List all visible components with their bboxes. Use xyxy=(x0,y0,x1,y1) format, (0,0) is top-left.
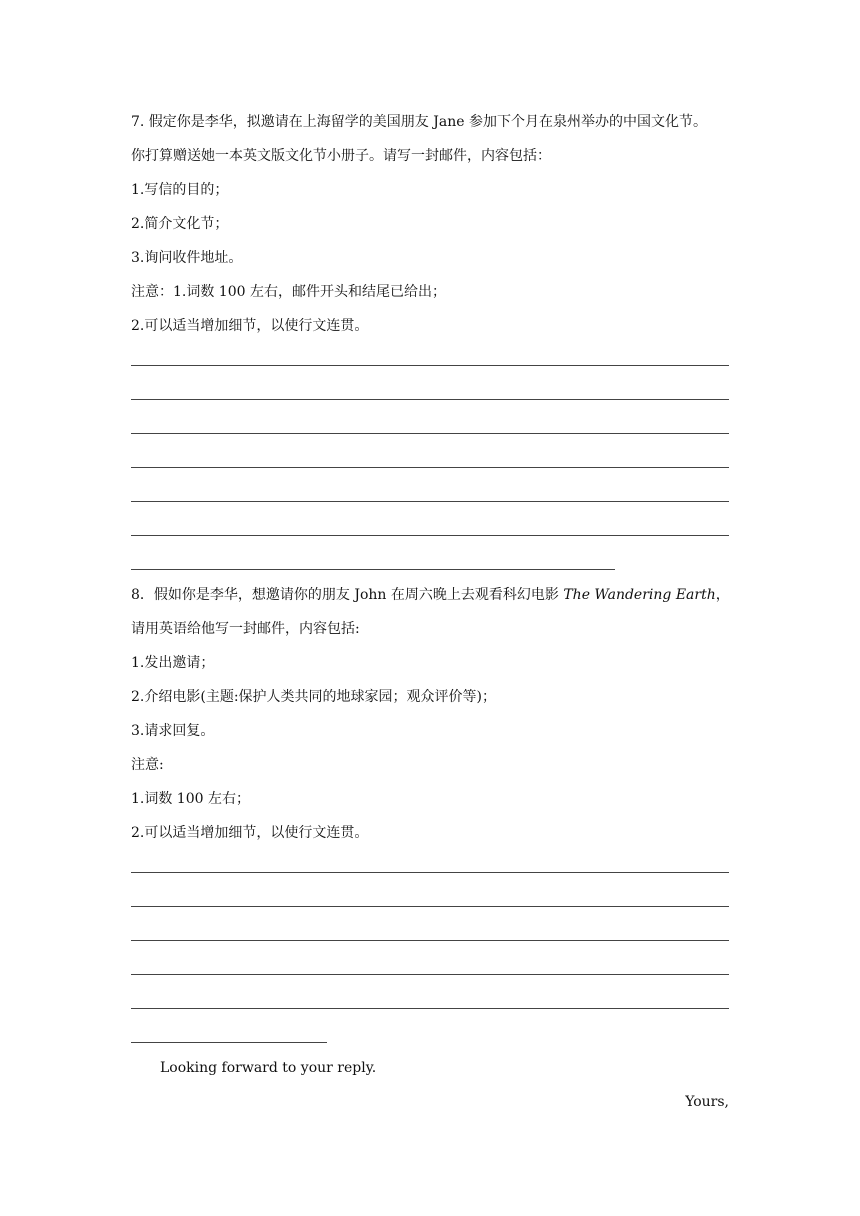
q7-item-1: 1.写信的目的； xyxy=(131,182,229,198)
q8-answer-line[interactable] xyxy=(131,1008,729,1009)
q7-answer-line-short[interactable] xyxy=(131,569,615,570)
q8-note-1: 1.词数 100 左右； xyxy=(131,791,250,807)
q7-answer-line[interactable] xyxy=(131,433,729,434)
q7-answer-line[interactable] xyxy=(131,535,729,536)
q8-item-2: 2.介绍电影(主题:保护人类共同的地球家园；观众评价等)； xyxy=(131,689,496,705)
q8-prompt-prefix: 8．假如你是李华，想邀请你的朋友 John 在周六晚上去观看科幻电影 xyxy=(131,587,559,603)
q8-answer-line[interactable] xyxy=(131,872,729,873)
q7-item-3: 3.询问收件地址。 xyxy=(131,250,243,266)
q8-answer-line-short[interactable] xyxy=(131,1042,327,1043)
q7-prompt-line-2: 你打算赠送她一本英文版文化节小册子。请写一封邮件，内容包括： xyxy=(131,148,551,164)
closing-signoff: Yours, xyxy=(685,1094,729,1110)
q8-movie-title: The Wandering Earth xyxy=(563,587,716,603)
q7-item-2: 2.简介文化节； xyxy=(131,216,229,232)
closing-looking-forward: Looking forward to your reply. xyxy=(160,1060,377,1076)
q8-prompt-line-2: 请用英语给他写一封邮件，内容包括: xyxy=(131,621,360,637)
q7-answer-line[interactable] xyxy=(131,365,729,366)
q8-answer-line[interactable] xyxy=(131,940,729,941)
q8-item-1: 1.发出邀请； xyxy=(131,655,215,671)
q7-answer-line[interactable] xyxy=(131,501,729,502)
q7-note-2: 2.可以适当增加细节，以使行文连贯。 xyxy=(131,318,369,334)
q8-prompt-suffix: ， xyxy=(715,587,730,603)
q7-answer-line[interactable] xyxy=(131,399,729,400)
q8-answer-line[interactable] xyxy=(131,974,729,975)
q8-note-2: 2.可以适当增加细节，以使行文连贯。 xyxy=(131,825,369,841)
q8-prompt-line-1 xyxy=(131,586,730,604)
q8-item-3: 3.请求回复。 xyxy=(131,723,215,739)
q7-answer-line[interactable] xyxy=(131,467,729,468)
q7-note-1: 注意：1.词数 100 左右，邮件开头和结尾已给出； xyxy=(131,284,446,300)
q8-answer-line[interactable] xyxy=(131,906,729,907)
q8-note-heading: 注意: xyxy=(131,757,164,773)
q7-prompt-line-1: 7. 假定你是李华，拟邀请在上海留学的美国朋友 Jane 参加下个月在泉州举办的中国文化节。 xyxy=(131,114,707,130)
